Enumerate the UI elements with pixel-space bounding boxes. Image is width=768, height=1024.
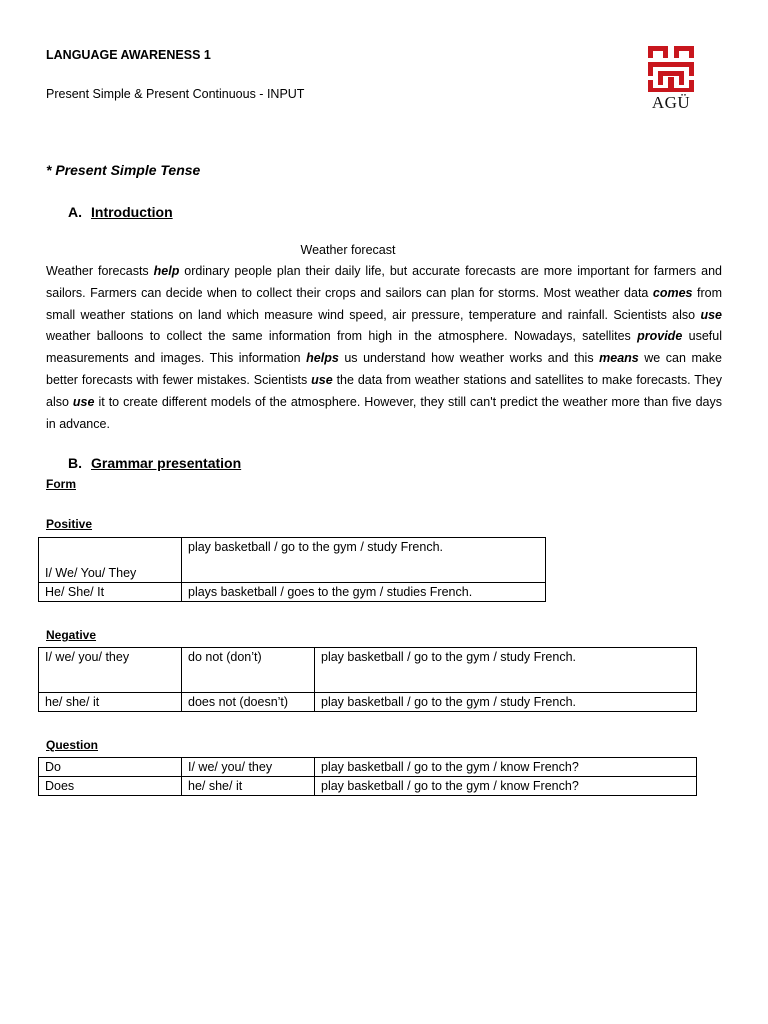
emphasized-verb: use bbox=[700, 307, 722, 322]
verb-cell: play basketball / go to the gym / know French? bbox=[315, 758, 697, 777]
grammar-heading bbox=[68, 455, 241, 471]
paragraph-text: it to create different models of the atmosphere. However, they still can't predict the weather more than five days in advance. bbox=[46, 394, 722, 431]
verb-cell: play basketball / go to the gym / know French? bbox=[315, 777, 697, 796]
table-row bbox=[39, 777, 697, 796]
intro-heading bbox=[68, 204, 173, 220]
agu-logo-mark bbox=[646, 44, 696, 94]
reading-paragraph bbox=[46, 261, 722, 435]
section-title: * Present Simple Tense bbox=[46, 162, 201, 178]
verb-cell: play basketball / go to the gym / study French. bbox=[182, 538, 546, 583]
positive-label: Positive bbox=[46, 517, 93, 531]
paragraph-text: the data from weather stations and satellites to make forecasts. They also bbox=[46, 372, 722, 409]
subject-cell: I/ we/ you/ they bbox=[182, 758, 315, 777]
form-label: Form bbox=[46, 477, 76, 491]
question-table bbox=[38, 757, 697, 796]
agu-logo bbox=[646, 44, 696, 113]
paragraph-text: ordinary people plan their daily life, but accurate forecasts are more important for farmers and sailors. Farmers can decide when to collect their crops and sailors can plan for storms. Most weather data bbox=[46, 264, 722, 300]
table-row bbox=[39, 648, 697, 693]
verb-cell: plays basketball / goes to the gym / studies French. bbox=[182, 583, 546, 602]
reading-title-text: Weather forecast bbox=[300, 243, 396, 257]
subject-cell: He/ She/ It bbox=[39, 583, 182, 602]
verb-cell: play basketball / go to the gym / study French. bbox=[315, 693, 697, 712]
table-row bbox=[39, 538, 546, 583]
emphasized-verb: helps bbox=[306, 351, 339, 366]
emphasized-verb: use bbox=[311, 372, 333, 387]
paragraph-text: we can make better forecasts with fewer mistakes. Scientists bbox=[46, 351, 723, 387]
grammar-heading-text: Grammar presentation bbox=[91, 455, 242, 471]
paragraph-text: Weather forecasts bbox=[46, 264, 154, 278]
auxiliary-cell: Do bbox=[39, 758, 182, 777]
emphasized-verb: provide bbox=[637, 329, 683, 344]
subject-cell: I/ we/ you/ they bbox=[39, 648, 182, 693]
subject-cell: he/ she/ it bbox=[182, 777, 315, 796]
grammar-letter: B. bbox=[68, 455, 82, 471]
course-title: LANGUAGE AWARENESS 1 bbox=[46, 48, 211, 62]
subject-cell: I/ We/ You/ They bbox=[39, 538, 182, 583]
table-row bbox=[39, 583, 546, 602]
negative-label: Negative bbox=[46, 628, 97, 642]
reading-title bbox=[0, 243, 696, 257]
paragraph-text: from small weather stations on land which measure wind speed, air pressure, temperature and rainfall. Scientists also bbox=[46, 285, 722, 322]
auxiliary-cell: do not (don’t) bbox=[182, 648, 315, 693]
intro-heading-text: Introduction bbox=[91, 204, 173, 220]
emphasized-verb: help bbox=[153, 264, 180, 278]
paragraph-text: us understand how weather works and this bbox=[338, 351, 600, 366]
question-label: Question bbox=[46, 738, 99, 752]
auxiliary-cell: does not (doesn’t) bbox=[182, 693, 315, 712]
positive-table bbox=[38, 537, 546, 602]
paragraph-text: weather balloons to collect the same information from high in the atmosphere. Nowadays, satellites bbox=[46, 329, 638, 344]
emphasized-verb: use bbox=[72, 394, 95, 409]
intro-letter: A. bbox=[68, 204, 82, 220]
lesson-topic: Present Simple & Present Continuous - INPUT bbox=[46, 87, 305, 101]
table-row bbox=[39, 693, 697, 712]
paragraph-text: useful measurements and images. This information bbox=[46, 329, 722, 366]
logo-text: AGÜ bbox=[651, 93, 691, 112]
negative-table bbox=[38, 647, 697, 712]
verb-cell: play basketball / go to the gym / study French. bbox=[315, 648, 697, 693]
table-row bbox=[39, 758, 697, 777]
auxiliary-cell: Does bbox=[39, 777, 182, 796]
emphasized-verb: means bbox=[599, 351, 639, 366]
subject-cell: he/ she/ it bbox=[39, 693, 182, 712]
emphasized-verb: comes bbox=[652, 285, 693, 300]
